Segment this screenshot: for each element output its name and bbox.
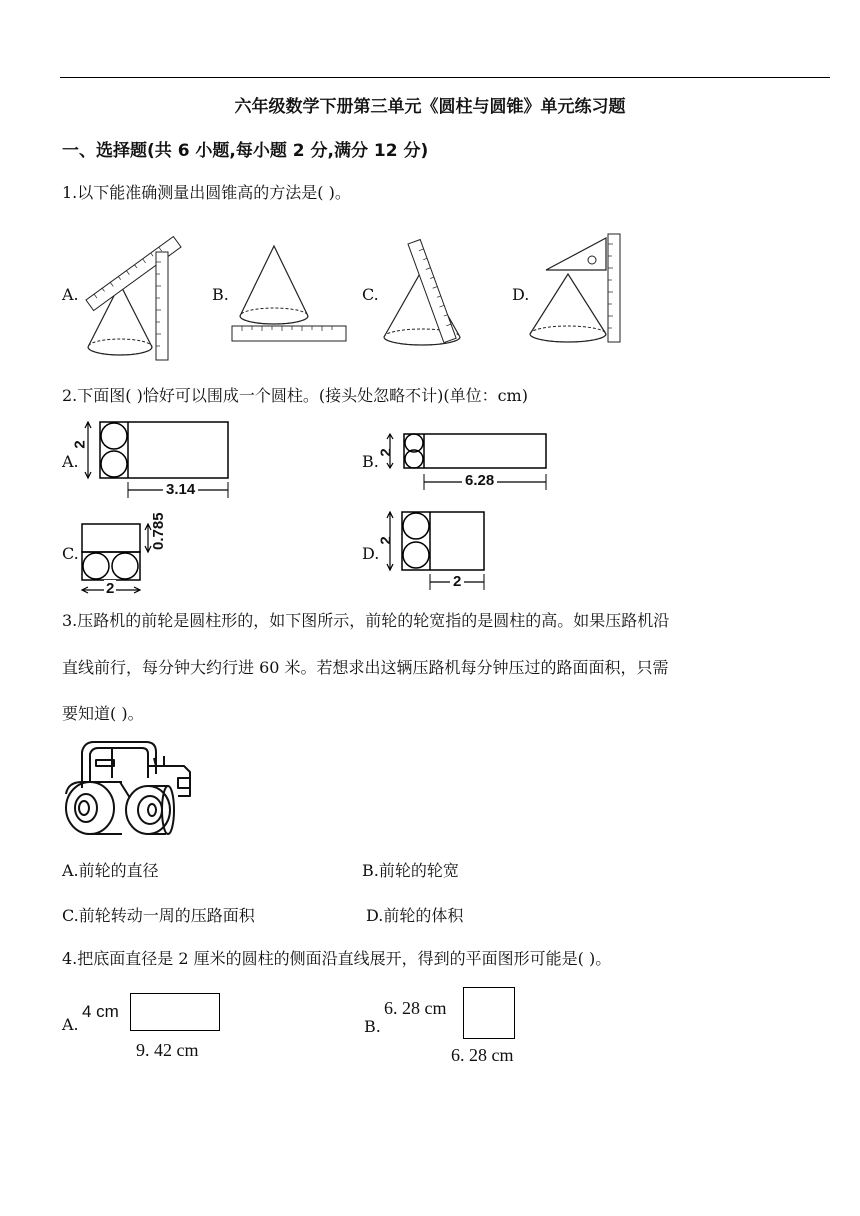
header-rule	[60, 77, 830, 78]
section-heading: 一、选择题(共 6 小题,每小题 2 分,满分 12 分)	[62, 141, 429, 161]
q2-figure-c	[80, 508, 195, 598]
question-4-stem: 4.把底面直径是 2 厘米的圆柱的侧面沿直线展开，得到的平面图形可能是( )。	[62, 949, 612, 968]
road-roller-image	[60, 738, 200, 838]
question-3-line-2: 直线前行，每分钟大约行进 60 米。若想求出这辆压路机每分钟压过的路面面积，只需	[62, 658, 669, 677]
q1-figure-b	[228, 238, 353, 348]
q1-figure-c	[378, 232, 488, 347]
q2-figure-d	[377, 510, 490, 595]
q2-c-bottom-dim: 2	[106, 580, 115, 597]
q1-option-a-label: A.	[62, 285, 79, 304]
question-1-stem: 1.以下能准确测量出圆锥高的方法是( )。	[62, 183, 351, 202]
q1-figure-d	[530, 234, 640, 349]
q4-a-rectangle	[130, 993, 220, 1031]
q2-option-a-label: A.	[62, 452, 79, 471]
question-2-stem: 2.下面图( )恰好可以围成一个圆柱。(接头处忽略不计)(单位：cm)	[62, 386, 528, 405]
q2-c-side-dim: 0.785	[150, 512, 167, 550]
q1-option-c-label: C.	[362, 285, 379, 304]
question-3-line-3: 要知道( )。	[62, 704, 144, 723]
q2-d-side-dim: 2	[377, 536, 395, 545]
q2-option-b-label: B.	[362, 452, 379, 471]
q4-b-height: 6. 28 cm	[384, 998, 447, 1018]
q4-a-width: 9. 42 cm	[136, 1040, 199, 1060]
q2-figure-a	[80, 420, 240, 505]
q2-b-bottom-dim: 6.28	[462, 472, 497, 489]
q2-option-c-label: C.	[62, 544, 79, 563]
q1-option-d-label: D.	[512, 285, 530, 304]
q3-option-c: C.前轮转动一周的压路面积	[62, 906, 255, 925]
q4-a-height: 4 cm	[82, 1002, 119, 1021]
q2-b-side-dim: 2	[377, 448, 395, 457]
q2-a-bottom-dim: 3.14	[163, 481, 198, 498]
q3-option-d: D.前轮的体积	[366, 906, 464, 925]
q2-option-d-label: D.	[362, 544, 380, 563]
q1-option-b-label: B.	[212, 285, 229, 304]
q2-a-side-dim: 2	[71, 440, 89, 449]
q3-option-b: B.前轮的轮宽	[362, 861, 459, 880]
q3-option-a: A.前轮的直径	[62, 861, 159, 880]
q1-figure-a	[78, 222, 188, 367]
q4-option-a-label: A.	[62, 1015, 79, 1034]
q2-d-bottom-dim: 2	[450, 573, 464, 590]
question-3-line-1: 3.压路机的前轮是圆柱形的，如下图所示，前轮的轮宽指的是圆柱的高。如果压路机沿	[62, 611, 670, 630]
q4-b-width: 6. 28 cm	[451, 1045, 514, 1065]
page-title: 六年级数学下册第三单元《圆柱与圆锥》单元练习题	[234, 97, 626, 117]
q4-option-b-label: B.	[364, 1017, 381, 1036]
q4-b-square	[463, 987, 515, 1039]
